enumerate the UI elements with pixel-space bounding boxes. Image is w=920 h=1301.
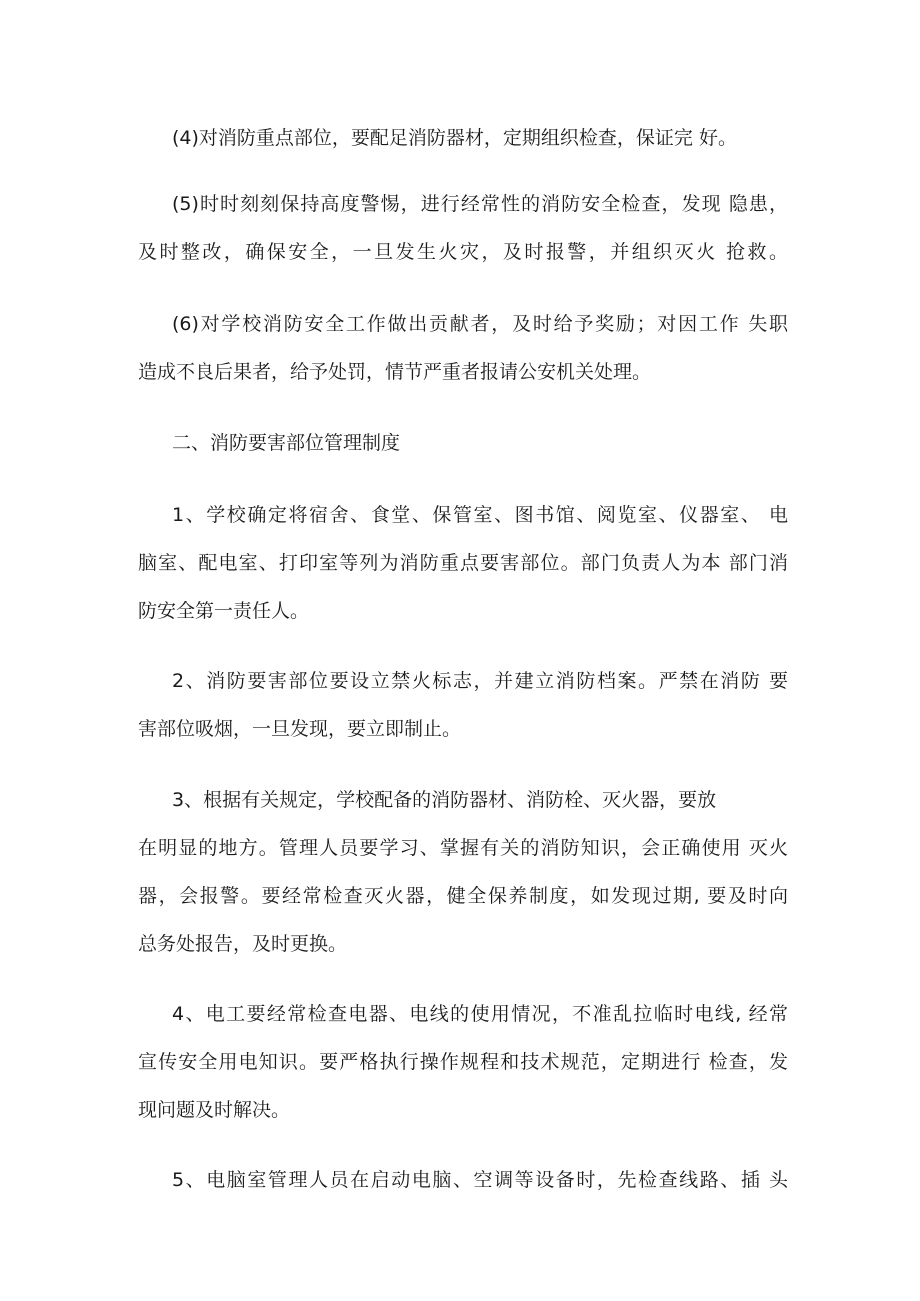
- paragraph-4-line-1: (4)对消防重点部位，要配足消防器材，定期组织检查，保证完 好。: [172, 127, 737, 149]
- item-2-line-2: 害部位吸烟，一旦发现，要立即制止。: [138, 718, 462, 740]
- item-3-line-2: 在明显的地方。管理人员要学习、掌握有关的消防知识，会正确使用 灭火: [138, 837, 788, 859]
- item-2-line-1: 2、消防要害部位要设立禁火标志，并建立消防档案。严禁在消防 要: [172, 670, 788, 692]
- item-4-line-3: 现问题及时解决。: [138, 1099, 291, 1121]
- item-3-line-1: 3、根据有关规定，学校配备的消防器材、消防栓、灭火器，要放: [172, 789, 717, 811]
- paragraph-5-line-1: (5)时时刻刻保持高度警惕，进行经常性的消防安全检查，发现 隐患，: [172, 193, 788, 215]
- paragraph-6-line-1: (6)对学校消防安全工作做出贡献者，及时给予奖励；对因工作 失职: [172, 313, 788, 335]
- section-heading: 二、消防要害部位管理制度: [172, 432, 401, 454]
- paragraph-6-line-2: 造成不良后果者，给予处罚，情节严重者报请公安机关处理。: [138, 361, 652, 383]
- item-3-line-4: 总务处报告，及时更换。: [138, 933, 348, 955]
- item-1-line-3: 防安全第一责任人。: [138, 600, 310, 622]
- item-4-line-2: 宣传安全用电知识。要严格执行操作规程和技术规范，定期进行 检查，发: [138, 1051, 788, 1073]
- item-1-line-2: 脑室、配电室、打印室等列为消防重点要害部位。部门负责人为本 部门消: [138, 552, 788, 574]
- item-4-line-1: 4、电工要经常检查电器、电线的使用情况，不准乱拉临时电线, 经常: [172, 1003, 788, 1025]
- item-1-line-1: 1、学校确定将宿舍、食堂、保管室、图书馆、阅览室、仪器室、 电: [172, 504, 788, 526]
- item-3-line-3: 器，会报警。要经常检查灭火器，健全保养制度，如发现过期, 要及时向: [138, 885, 788, 907]
- item-5-line-1: 5、电脑室管理人员在启动电脑、空调等设备时，先检查线路、插 头: [172, 1169, 788, 1191]
- paragraph-5-line-2: 及时整改，确保安全，一旦发生火灾，及时报警，并组织灭火 抢救。: [138, 241, 788, 263]
